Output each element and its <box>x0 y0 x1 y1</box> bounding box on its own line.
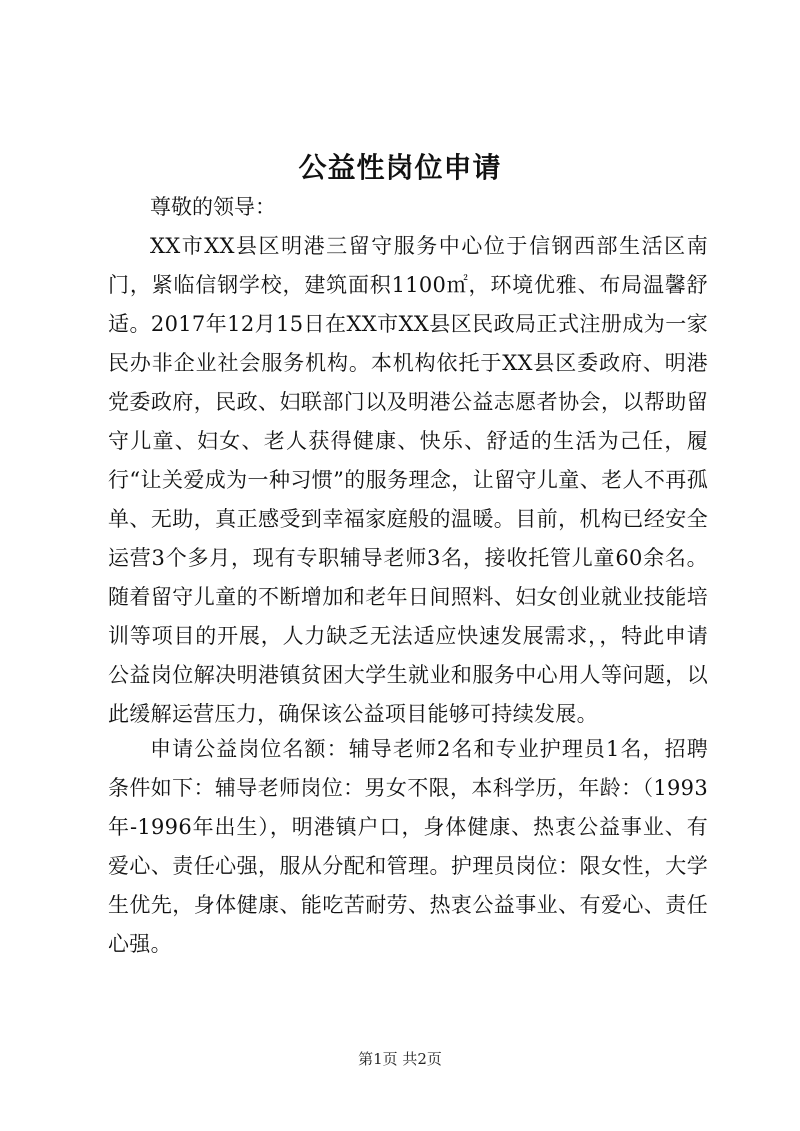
body-paragraph-1: XX市XX县区明港三留守服务中心位于信钢西部生活区南门，紧临信钢学校，建筑面积1100㎡，环境优雅、布局温馨舒适。2017年12月15日在XX市XX县区民政局正式注册成为一家民办非企业社会服务机构。本机构依托于XX县区委政府、明港党委政府，民政、妇联部门以及明港公益志愿者协会，以帮助留守儿童、妇女、老人获得健康、快乐、舒适的生活为己任，履行“让关爱成为一种习惯”的服务理念，让留守儿童、老人不再孤单、无助，真正感受到幸福家庭般的温暖。目前，机构已经安全运营3个多月，现有专职辅导老师3名，接收托管儿童60余名。随着留守儿童的不断增加和老年日间照料、妇女创业就业技能培训等项目的开展，人力缺乏无法适应快速发展需求，，特此申请公益岗位解决明港镇贫困大学生就业和服务中心用人等问题，以此缓解运营压力，确保该公益项目能够可持续发展。 <box>108 234 708 726</box>
document-title: 公益性岗位申请 <box>298 151 502 184</box>
body-paragraph-2: 申请公益岗位名额：辅导老师2名和专业护理员1名，招聘条件如下：辅导老师岗位：男女不限，本科学历，年龄：（1993年-1996年出生），明港镇户口，身体健康、热衷公益事业、有爱心、责任心强，服从分配和管理。护理员岗位：限女性，大学生优先，身体健康、能吃苦耐劳、热衷公益事业、有爱心、责任心强。 <box>108 737 708 956</box>
greeting-line: 尊敬的领导： <box>150 195 276 219</box>
page-footer: 第1页 共2页 <box>358 1050 442 1068</box>
